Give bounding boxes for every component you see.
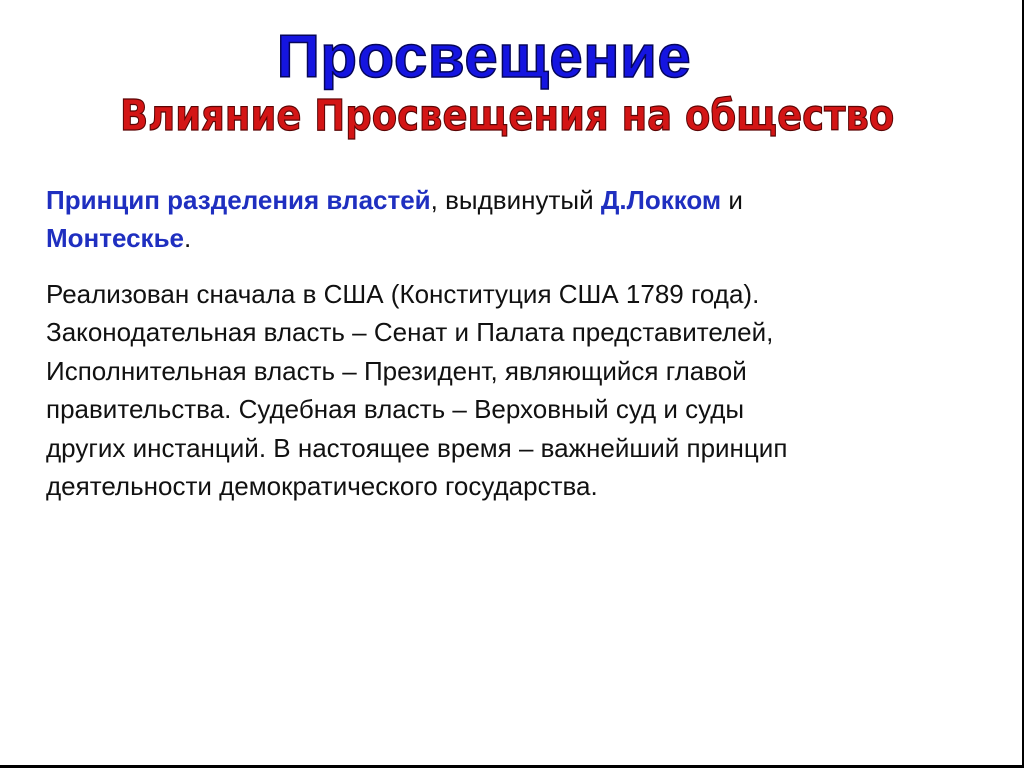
term-locke: Д.Локком — [600, 185, 722, 215]
implementation-paragraph — [46, 275, 946, 505]
paragraph2-line: Исполнительная власть – Президент, являющийся главой — [46, 355, 747, 386]
paragraph2-line: Законодательная власть – Сенат и Палата представителей, — [46, 317, 774, 348]
paragraph1-text3: . — [184, 223, 192, 253]
paragraph2-line: Реализован сначала в США (Конституция США 1789 года). — [46, 279, 760, 309]
term-montesquieu: Монтескье — [46, 223, 185, 253]
paragraph2-line: других инстанций. В настоящее время – важнейший принцип — [46, 432, 788, 463]
paragraph1-text2: и — [721, 185, 743, 215]
paragraph2-line: правительства. Судебная власть – Верховный суд и суды — [46, 394, 745, 425]
slide-title: Просвещение — [276, 23, 692, 90]
principle-paragraph — [46, 181, 946, 257]
slide-subtitle: Влияние Просвещения на общество — [119, 91, 895, 141]
paragraph2-line: деятельности демократического государства. — [46, 471, 598, 502]
term-separation-of-powers: Принцип разделения властей — [46, 185, 431, 215]
paragraph1-text1: , выдвинутый — [430, 185, 601, 215]
